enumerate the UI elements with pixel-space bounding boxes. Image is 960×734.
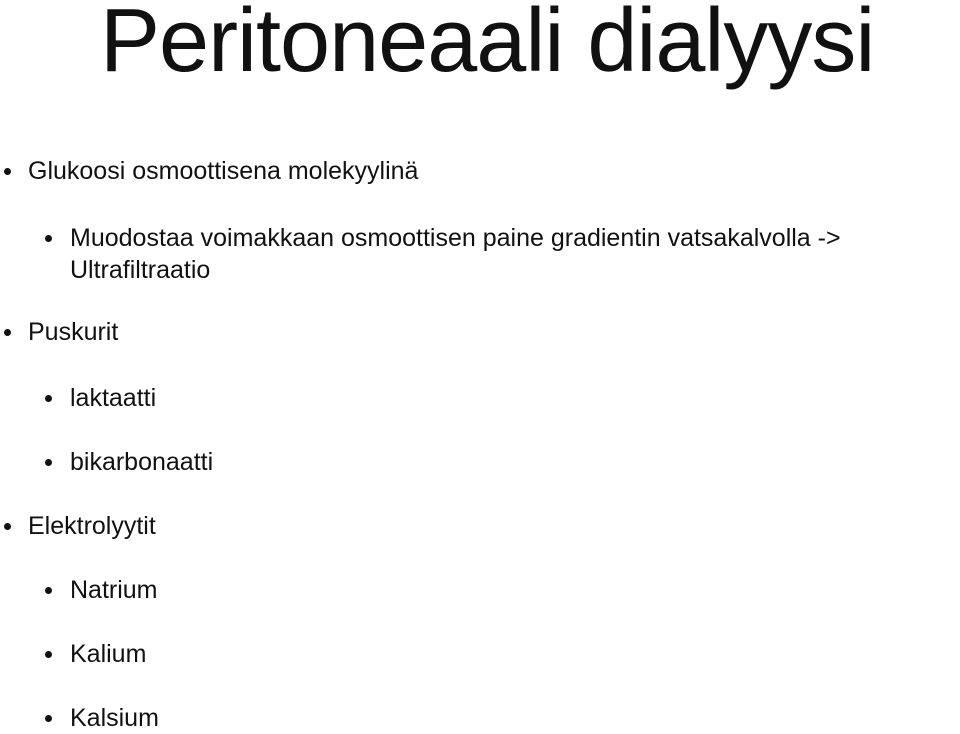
bullet-dot-icon (4, 523, 11, 530)
bullet-item-elektrolyytit (28, 510, 156, 542)
bullet-dot-icon (4, 329, 11, 336)
slide-title: Peritoneaali dialyysi (100, 0, 875, 91)
bullet-dot-icon (45, 587, 52, 594)
bullet-item-kalsium (70, 702, 159, 734)
bullet-text: Elektrolyytit (28, 512, 156, 540)
bullet-text: Puskurit (28, 318, 119, 346)
bullet-dot-icon (45, 651, 52, 658)
bullet-continuation-ultrafiltraatio (70, 254, 210, 286)
bullet-dot-icon (45, 459, 52, 466)
bullet-item-puskurit (28, 316, 118, 348)
bullet-text: Kalsium (70, 704, 159, 732)
bullet-text: Muodostaa voimakkaan osmoottisen paine gradientin vatsakalvolla -> (70, 224, 841, 252)
bullet-text: laktaatti (70, 384, 157, 412)
bullet-text: Natrium (70, 576, 158, 604)
bullet-text: bikarbonaatti (70, 448, 214, 476)
bullet-dot-icon (45, 235, 52, 242)
bullet-text: Kalium (70, 640, 147, 668)
bullet-text: Ultrafiltraatio (70, 256, 211, 284)
bullet-dot-icon (45, 395, 52, 402)
bullet-dot-icon (45, 715, 52, 722)
bullet-text: Glukoosi osmoottisena molekyylinä (28, 157, 419, 185)
bullet-item-bikarbonaatti (70, 446, 213, 478)
bullet-item-natrium (70, 574, 158, 606)
bullet-item-glukoosi (28, 155, 418, 187)
bullet-item-muodostaa (70, 222, 841, 254)
bullet-item-kalium (70, 638, 146, 670)
bullet-item-laktaatti (70, 382, 156, 414)
bullet-dot-icon (4, 168, 11, 175)
